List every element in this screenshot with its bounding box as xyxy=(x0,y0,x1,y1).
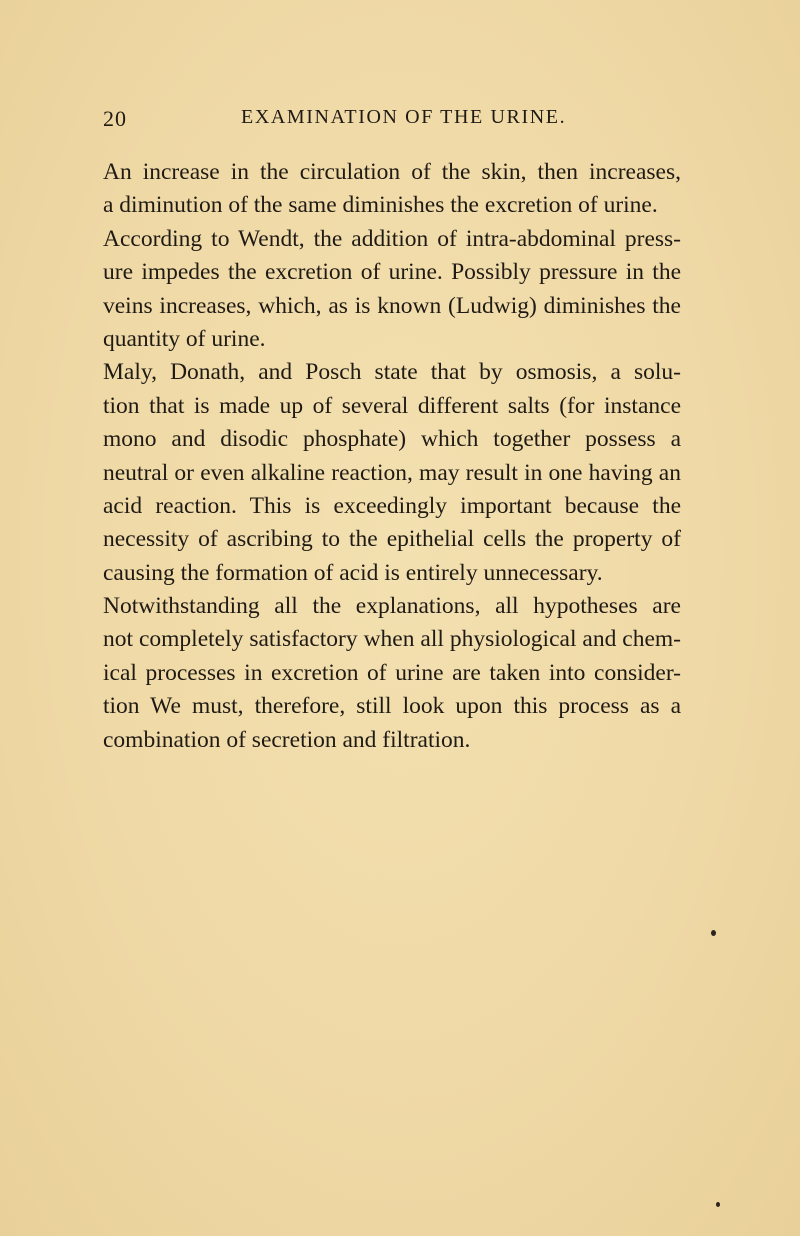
text-line: According to Wendt, the addition of intra-abdominal press- xyxy=(103,225,681,252)
text-line: not completely satisfactory when all physiological and chem- xyxy=(103,626,681,653)
text-line: Notwithstanding all the explanations, all hypotheses are xyxy=(103,593,681,620)
text-line: quantity of urine. xyxy=(103,325,266,352)
text-line: necessity of ascribing to the epithelial cells the property of xyxy=(103,526,681,553)
running-head xyxy=(103,106,683,140)
text-line: An increase in the circulation of the skin, then increases, xyxy=(103,159,681,185)
paragraph xyxy=(103,223,681,357)
text-line: tion that is made up of several different salts (for instance xyxy=(103,392,681,419)
text-line: tion We must, therefore, still look upon this process as a xyxy=(103,693,681,720)
text-line: acid reaction. This is exceedingly important because the xyxy=(103,492,681,519)
paragraph xyxy=(103,590,681,757)
page-number: 20 xyxy=(103,106,127,131)
text-line: combination of secretion and filtration. xyxy=(103,726,471,753)
ink-speck xyxy=(711,930,716,936)
running-head-title: EXAMINATION OF THE URINE. xyxy=(241,106,567,128)
text-line: Maly, Donath, and Posch state that by osmosis, a solu- xyxy=(103,359,681,386)
text-line: veins increases, which, as is known (Ludwig) diminishes the xyxy=(103,292,681,319)
text-line: ical processes in excretion of urine are taken into consider- xyxy=(103,659,681,686)
paragraph xyxy=(103,356,681,590)
text-line: ure impedes the excretion of urine. Possibly pressure in the xyxy=(103,259,681,286)
paragraph xyxy=(103,156,681,223)
text-line: neutral or even alkaline reaction, may result in one having an xyxy=(103,459,681,486)
body-text xyxy=(103,156,681,757)
text-line: causing the formation of acid is entirely unnecessary. xyxy=(103,559,603,586)
ink-speck xyxy=(716,1202,720,1207)
text-line: mono and disodic phosphate) which together possess a xyxy=(103,426,681,453)
text-line: a diminution of the same diminishes the excretion of urine. xyxy=(103,192,658,219)
